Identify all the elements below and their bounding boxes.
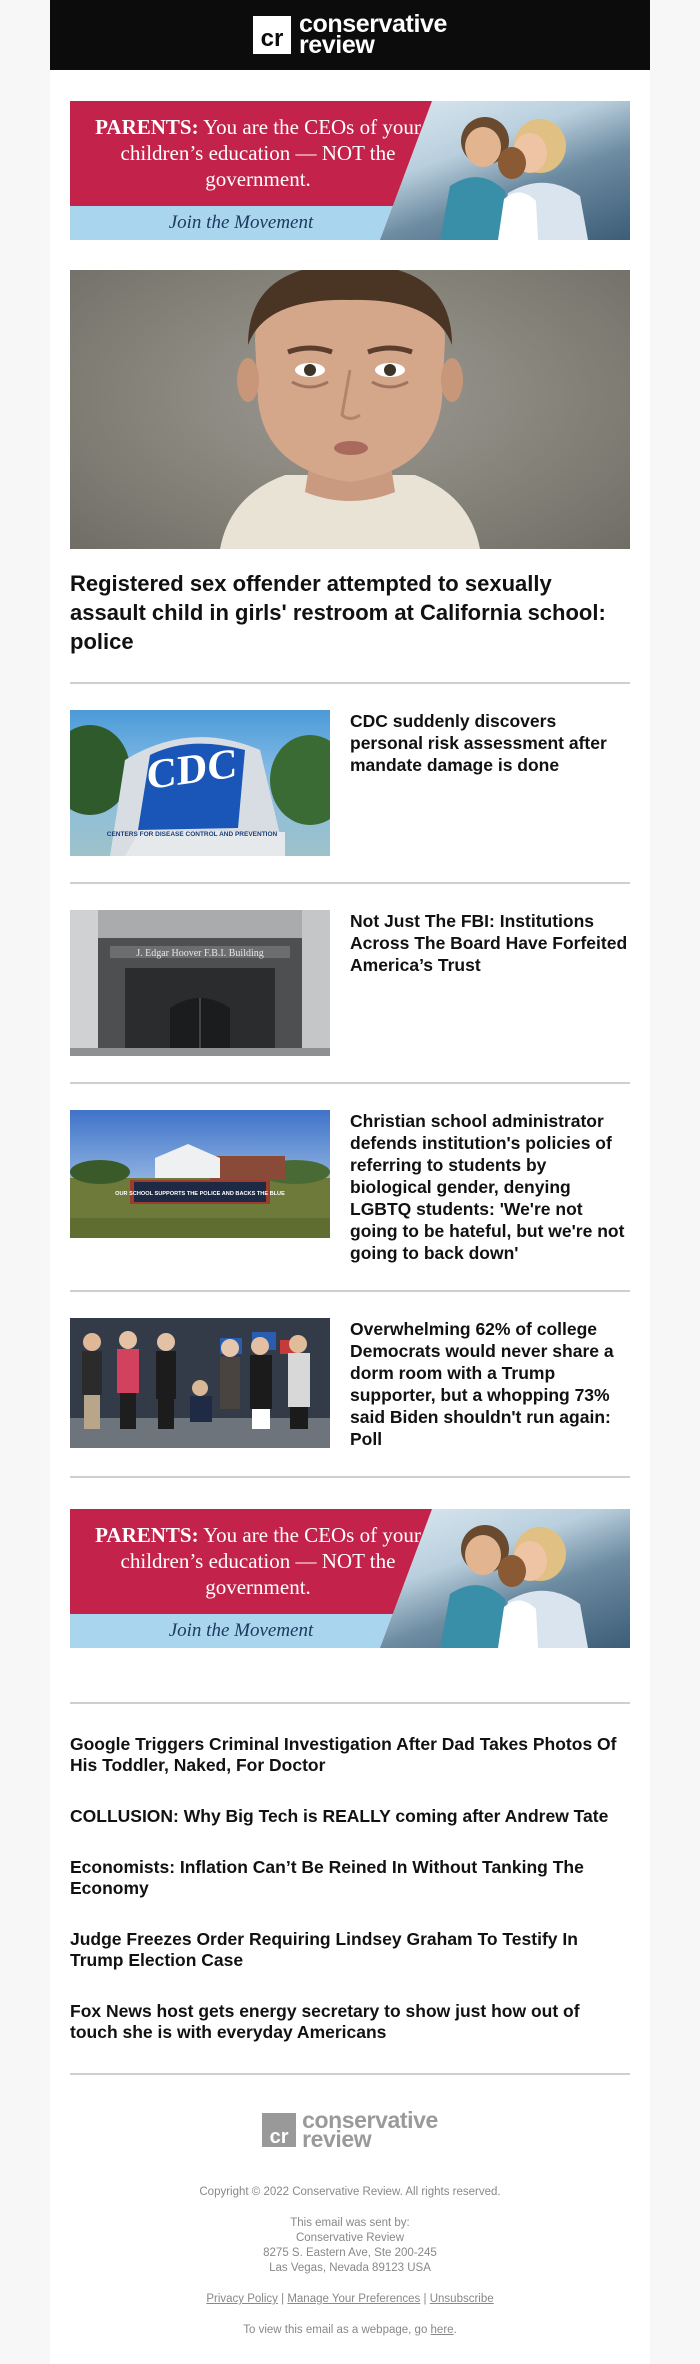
story-item xyxy=(70,1110,630,1264)
footer-brand-line2: review xyxy=(302,2126,372,2152)
sender-org: Conservative Review xyxy=(295,2232,404,2244)
footer-brand-mark: cr xyxy=(262,2113,296,2147)
sender-address-line1: 8275 S. Eastern Ave, Ste 200-245 xyxy=(263,2247,437,2259)
brand-name-line1: conservative xyxy=(298,10,448,38)
more-headlines-list xyxy=(70,1734,630,2043)
story-thumbnail[interactable] xyxy=(70,710,330,856)
story-item xyxy=(70,710,630,856)
email-footer xyxy=(70,2107,630,2338)
sender-address-line2: Las Vegas, Nevada 89123 USA xyxy=(269,2262,431,2274)
webpage-view-line xyxy=(70,2323,630,2338)
divider xyxy=(70,882,630,884)
divider xyxy=(70,682,630,684)
view-as-webpage-link[interactable]: here xyxy=(430,2324,454,2336)
parents-banner-bottom[interactable] xyxy=(70,1509,630,1648)
story-headline-link[interactable]: Overwhelming 62% of college Democrats would never share a dorm room with a Trump supporter, but a whopping 73% said Biden shouldn't run again: Poll xyxy=(350,1319,614,1449)
story-thumbnail[interactable] xyxy=(70,910,330,1056)
footer-links xyxy=(70,2292,630,2307)
manage-preferences-link[interactable]: Manage Your Preferences xyxy=(287,2293,421,2305)
divider xyxy=(70,1476,630,1478)
fbi-building-sign: J. Edgar Hoover F.B.I. Building xyxy=(136,948,264,959)
join-movement-button[interactable]: Join the Movement xyxy=(168,1620,314,1641)
story-thumbnail[interactable] xyxy=(70,1318,330,1448)
banner-message-text: You are the CEOs of your children’s education — NOT the government. xyxy=(120,1523,421,1599)
story-thumbnail[interactable] xyxy=(70,1110,330,1238)
headline-link[interactable]: Google Triggers Criminal Investigation After Dad Takes Photos Of His Toddler, Naked, For Doctor xyxy=(70,1734,617,1775)
headline-link[interactable]: Judge Freezes Order Requiring Lindsey Graham To Testify In Trump Election Case xyxy=(70,1929,578,1970)
school-sign-text: OUR SCHOOL SUPPORTS THE POLICE AND BACKS THE BLUE xyxy=(115,1191,285,1197)
link-separator: | xyxy=(423,2293,427,2305)
webpage-view-prefix: To view this email as a webpage, go xyxy=(243,2324,431,2336)
cdc-sign-subtext: CENTERS FOR DISEASE CONTROL AND PREVENTION xyxy=(106,831,278,838)
story-headline-link[interactable]: CDC suddenly discovers personal risk assessment after mandate damage is done xyxy=(350,711,607,775)
brand-mark: cr xyxy=(253,16,291,54)
email-container xyxy=(50,0,650,2364)
brand-name xyxy=(298,10,448,59)
unsubscribe-link[interactable]: Unsubscribe xyxy=(429,2293,494,2305)
banner-message xyxy=(88,1522,428,1600)
divider xyxy=(70,1082,630,1084)
banner-lead: PARENTS: xyxy=(95,115,199,139)
divider xyxy=(70,2073,630,2075)
banner-message xyxy=(88,114,428,192)
mugshot-image xyxy=(70,270,630,549)
footer-brand-line1: conservative xyxy=(302,2107,438,2133)
cdc-sign-text: CDC xyxy=(146,739,238,800)
headline-link[interactable]: COLLUSION: Why Big Tech is REALLY coming after Andrew Tate xyxy=(70,1806,609,1826)
story-headline-link[interactable]: Christian school administrator defends institution's policies of referring to students by biological gender, denying LGBTQ students: 'We're not going to be hateful, but we're not going to back down' xyxy=(350,1111,625,1263)
link-separator: | xyxy=(281,2293,285,2305)
headline-link[interactable]: Fox News host gets energy secretary to show just how out of touch she is with everyday Americans xyxy=(70,2001,580,2042)
webpage-view-suffix: . xyxy=(453,2324,457,2336)
sent-by-label: This email was sent by: xyxy=(290,2217,410,2229)
headline-link[interactable]: Economists: Inflation Can’t Be Reined In Without Tanking The Economy xyxy=(70,1857,584,1898)
footer-logo xyxy=(70,2107,630,2152)
divider xyxy=(70,1290,630,1292)
join-movement-button[interactable]: Join the Movement xyxy=(168,212,314,233)
sender-block xyxy=(70,2216,630,2276)
banner-lead: PARENTS: xyxy=(95,1523,199,1547)
copyright-text: Copyright © 2022 Conservative Review. All rights reserved. xyxy=(199,2186,501,2198)
divider xyxy=(70,1702,630,1704)
parents-banner-top[interactable] xyxy=(70,101,630,240)
banner-message-text: You are the CEOs of your children’s education — NOT the government. xyxy=(120,115,421,191)
brand-name-line2: review xyxy=(298,31,375,59)
email-header xyxy=(50,0,650,70)
hero-headline-link[interactable]: Registered sex offender attempted to sexually assault child in girls' restroom at California school: police xyxy=(70,571,606,654)
footer-brand-name xyxy=(302,2107,438,2152)
story-headline-link[interactable]: Not Just The FBI: Institutions Across The Board Have Forfeited America’s Trust xyxy=(350,911,628,975)
brand-logo[interactable] xyxy=(253,10,448,59)
story-item xyxy=(70,1318,630,1450)
story-item xyxy=(70,910,630,1056)
privacy-policy-link[interactable]: Privacy Policy xyxy=(206,2293,278,2305)
hero-image[interactable] xyxy=(70,270,630,549)
